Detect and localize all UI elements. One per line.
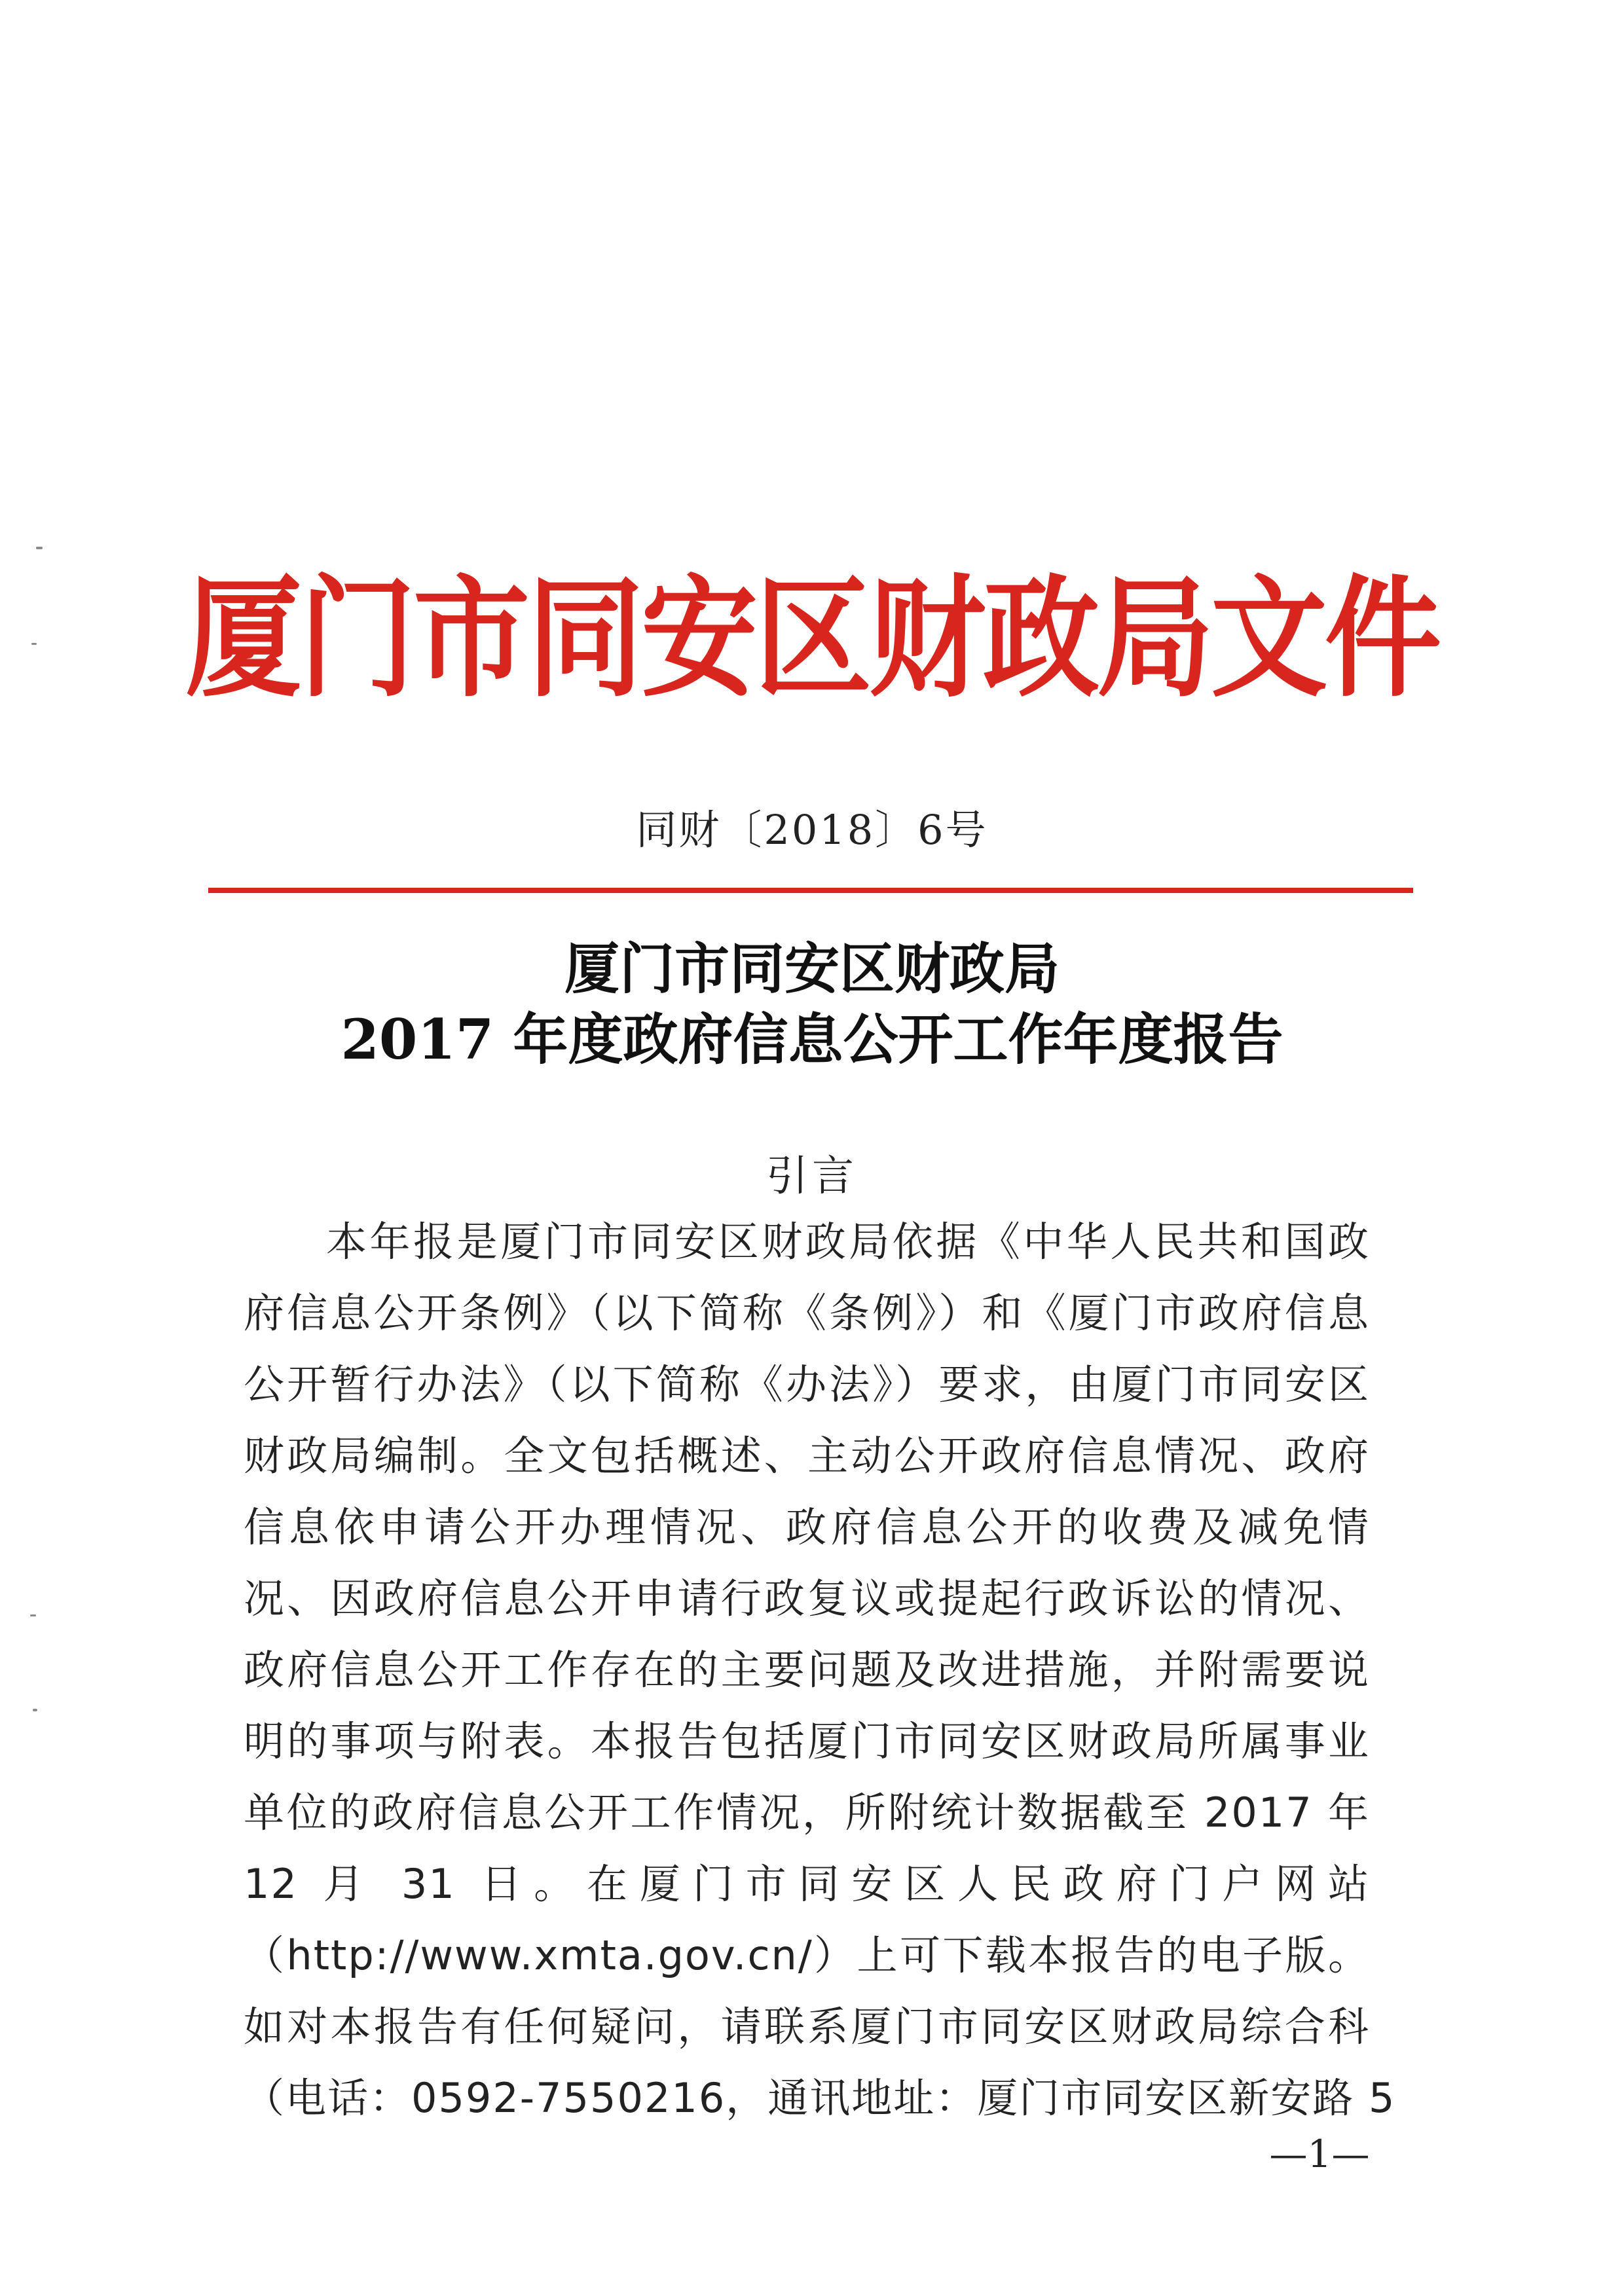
body-line: 信息依申请公开办理情况、政府信息公开的收费及减免情 bbox=[244, 1503, 1370, 1551]
body-line: 公开暂行办法》（以下简称《办法》）要求，由厦门市同安区 bbox=[244, 1360, 1370, 1408]
body-line: 明的事项与附表。本报告包括厦门市同安区财政局所属事业 bbox=[244, 1717, 1370, 1765]
body-line: 财政局编制。全文包括概述、主动公开政府信息情况、政府 bbox=[244, 1432, 1370, 1480]
section-heading: 引言 bbox=[766, 1152, 858, 1201]
body-line: 如对本报告有任何疑问，请联系厦门市同安区财政局综合科 bbox=[244, 2003, 1370, 2050]
body-line: 况、因政府信息公开申请行政复议或提起行政诉讼的情况、 bbox=[244, 1575, 1370, 1622]
body-line: （http://www.xmta.gov.cn/）上可下载本报告的电子版。 bbox=[244, 1931, 1370, 1979]
report-title-line-2: 2017 年度政府信息公开工作年度报告 bbox=[341, 1007, 1283, 1072]
report-title-line-1: 厦门市同安区财政局 bbox=[564, 936, 1060, 1001]
scan-speck bbox=[30, 1614, 36, 1616]
body-line: 政府信息公开工作存在的主要问题及改进措施，并附需要说 bbox=[244, 1646, 1370, 1694]
issuer-title: 厦门市同安区财政局文件 bbox=[185, 561, 1439, 715]
document-number: 同财〔2018〕6号 bbox=[636, 806, 988, 854]
scan-speck bbox=[36, 547, 43, 549]
body-line: （电话：0592-7550216，通讯地址：厦门市同安区新安路 5 bbox=[244, 2074, 1396, 2122]
body-line: 12 月 31 日。在厦门市同安区人民政府门户网站 bbox=[244, 1860, 1370, 1908]
body-line: 府信息公开条例》（以下简称《条例》）和《厦门市政府信息 bbox=[244, 1289, 1370, 1337]
body-line: 本年报是厦门市同安区财政局依据《中华人民共和国政 bbox=[326, 1218, 1370, 1266]
body-line: 单位的政府信息公开工作情况，所附统计数据截至 2017 年 bbox=[244, 1789, 1370, 1836]
page-number: —1— bbox=[1269, 2132, 1370, 2176]
red-separator-line bbox=[208, 888, 1413, 893]
body-paragraph bbox=[244, 1206, 1396, 2134]
scan-speck bbox=[33, 1709, 37, 1711]
